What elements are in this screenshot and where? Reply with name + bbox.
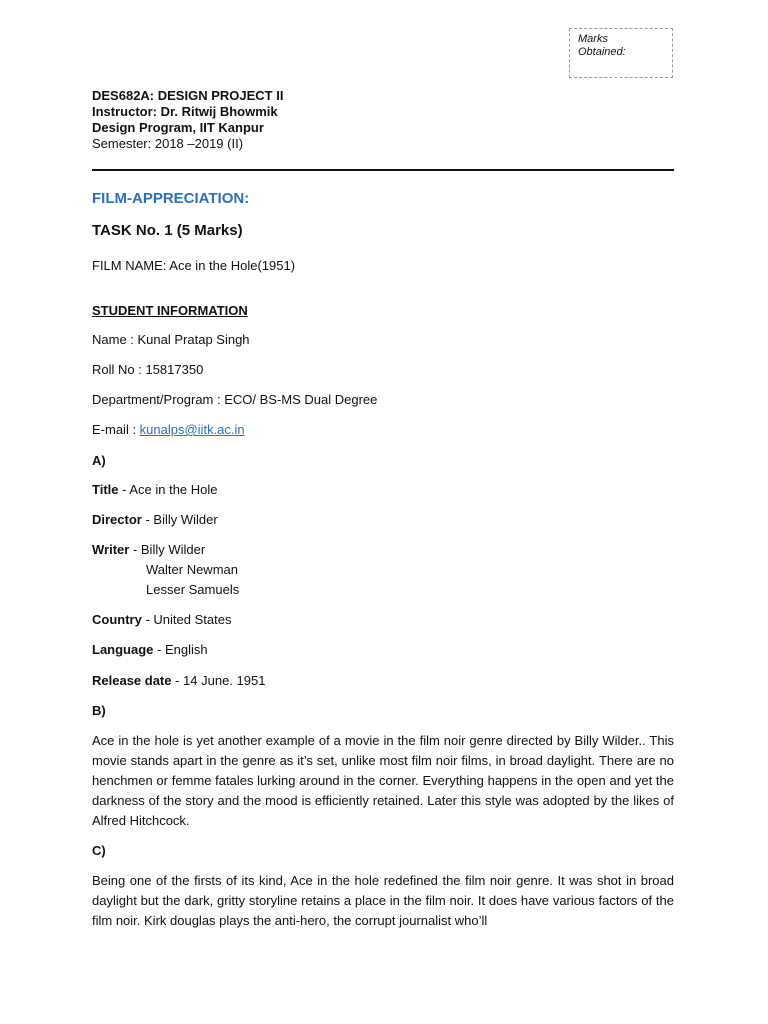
writer-row — [92, 542, 205, 558]
design-program: Design Program, IIT Kanpur — [92, 120, 264, 135]
semester: Semester: 2018 –2019 (II) — [92, 136, 244, 151]
language-row — [92, 642, 208, 658]
part-c-paragraph: Being one of the firsts of its kind, Ace in the hole redefined the film noir genre. It was shot in broad daylight but the dark, gritty storyline retains a place in the film noir. It does have various factors of the film noir. Kirk douglas plays the anti-hero, the corrupt journalist who’ll — [92, 873, 674, 928]
writer-second: Walter Newman — [146, 562, 238, 577]
part-a-heading: A) — [92, 453, 106, 468]
director-value: - Billy Wilder — [141, 512, 218, 527]
release-date-value: - 14 June. 1951 — [171, 673, 266, 688]
director-label: Director — [92, 512, 142, 527]
title-value: - Ace in the Hole — [118, 482, 218, 497]
writer-value: - Billy Wilder — [129, 542, 206, 557]
department: Department/Program : ECO/ BS-MS Dual Degree — [92, 392, 378, 407]
country-value: - United States — [141, 612, 232, 627]
marks-label: Marks — [578, 33, 608, 45]
student-info-heading: STUDENT INFORMATION — [92, 303, 248, 318]
course-code: DES682A: DESIGN PROJECT II — [92, 88, 284, 103]
obtained-label: Obtained: — [578, 46, 626, 58]
email-row — [92, 422, 245, 438]
language-value: - English — [153, 642, 208, 657]
task-title: TASK No. 1 (5 Marks) — [92, 222, 243, 239]
part-b-heading: B) — [92, 703, 106, 718]
country-label: Country — [92, 612, 142, 627]
marks-obtained-box — [569, 28, 673, 78]
email-link[interactable]: kunalps@iitk.ac.in — [139, 422, 245, 437]
roll-number: Roll No : 15817350 — [92, 362, 204, 377]
email-label: E-mail : — [92, 422, 140, 437]
header-divider — [92, 169, 674, 171]
language-label: Language — [92, 642, 154, 657]
release-date-label: Release date — [92, 673, 172, 688]
course-header — [92, 88, 283, 152]
director-row — [92, 512, 218, 528]
part-b-paragraph: Ace in the hole is yet another example of a movie in the film noir genre directed by Billy Wilder.. This movie stands apart in the genre as it’s set, unlike most film noir films, in broad daylight. There are no henchmen or femme fatales lurking around in the corner. Everything happens in the open and yet the darkness of the story and the mood is efficiently retained. Later this style was adopted by the likes of Alfred Hitchcock. — [92, 733, 674, 828]
instructor: Instructor: Dr. Ritwij Bhowmik — [92, 104, 278, 119]
part-c-heading: C) — [92, 843, 106, 858]
writer-third: Lesser Samuels — [146, 582, 240, 597]
release-date-row — [92, 673, 265, 689]
student-name: Name : Kunal Pratap Singh — [92, 332, 250, 347]
title-row — [92, 482, 218, 498]
section-title: FILM-APPRECIATION: — [92, 190, 250, 207]
title-label: Title — [92, 482, 119, 497]
country-row — [92, 612, 231, 628]
film-name: FILM NAME: Ace in the Hole(1951) — [92, 258, 296, 273]
writer-label: Writer — [92, 542, 130, 557]
